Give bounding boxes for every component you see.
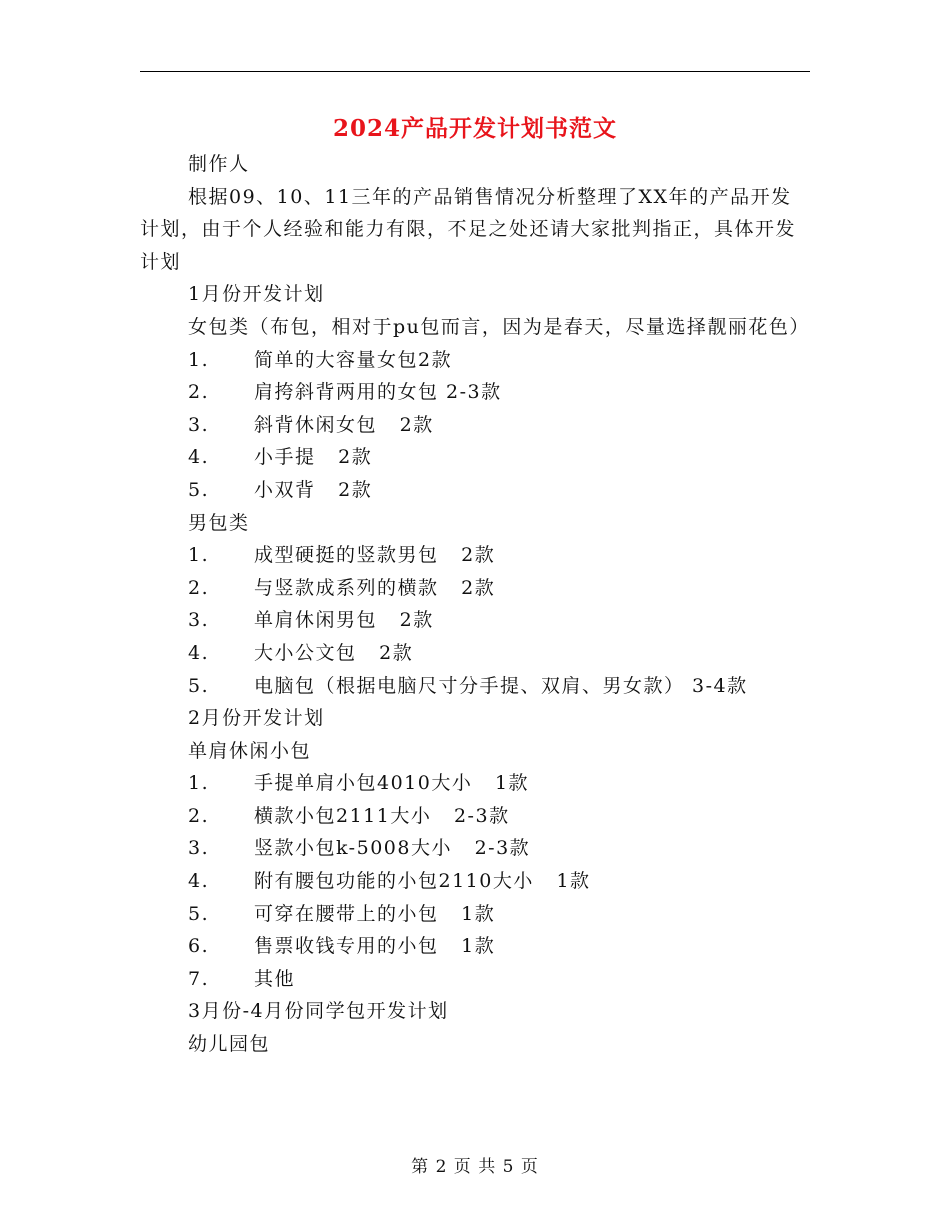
list-item-text: 竖款小包k-5008大小 2-3款	[254, 837, 531, 860]
list-item	[140, 409, 812, 442]
list-item-text: 手提单肩小包4010大小 1款	[254, 772, 530, 795]
list-item-number: 7.	[188, 967, 210, 990]
list-item-text: 可穿在腰带上的小包 1款	[254, 902, 496, 925]
list-item-text: 肩挎斜背两用的女包 2-3款	[254, 381, 502, 404]
list-item-text: 单肩休闲男包 2款	[254, 609, 434, 632]
men-bag-list	[140, 539, 812, 702]
list-item-text: 小手提 2款	[254, 446, 373, 469]
list-item-number: 3.	[188, 413, 210, 436]
list-item-number: 5.	[188, 478, 210, 501]
document-title: 2024产品开发计划书范文	[332, 115, 617, 142]
list-item	[140, 344, 812, 377]
list-item-number: 5.	[188, 674, 210, 697]
list-item	[140, 930, 812, 963]
list-item-text: 电脑包（根据电脑尺寸分手提、双肩、男女款） 3-4款	[254, 674, 748, 697]
list-item	[140, 441, 812, 474]
list-item-text: 与竖款成系列的横款 2款	[254, 576, 496, 599]
list-item	[140, 865, 812, 898]
page-number-footer: 第 2 页 共 5 页	[411, 1157, 539, 1177]
section-heading-marapr: 3月份-4月份同学包开发计划	[188, 1000, 449, 1023]
list-item-number: 2.	[188, 576, 210, 599]
list-item-text: 售票收钱专用的小包 1款	[254, 935, 496, 958]
list-item-number: 1.	[188, 544, 210, 567]
author-line: 制作人	[188, 153, 250, 175]
list-item-number: 4.	[188, 446, 210, 469]
list-item-number: 2.	[188, 804, 210, 827]
list-item-text: 大小公文包 2款	[254, 641, 414, 664]
list-item-text: 斜背休闲女包 2款	[254, 413, 434, 436]
list-item-number: 4.	[188, 641, 210, 664]
list-item-number: 3.	[188, 609, 210, 632]
list-item-number: 5.	[188, 902, 210, 925]
list-item	[140, 832, 812, 865]
section-heading-jan: 1月份开发计划	[188, 283, 325, 306]
list-item	[140, 604, 812, 637]
list-item	[140, 670, 812, 703]
list-item	[140, 800, 812, 833]
list-item-number: 2.	[188, 381, 210, 404]
list-item-text: 小双背 2款	[254, 478, 373, 501]
list-item	[140, 539, 812, 572]
document-body	[140, 148, 812, 1061]
list-item-number: 4.	[188, 870, 210, 893]
list-item-number: 1.	[188, 772, 210, 795]
list-item-number: 3.	[188, 837, 210, 860]
list-item-text: 成型硬挺的竖款男包 2款	[254, 544, 496, 567]
list-item	[140, 474, 812, 507]
list-item	[140, 767, 812, 800]
list-item-number: 6.	[188, 935, 210, 958]
category-kindergarten-bags: 幼儿园包	[188, 1033, 271, 1056]
category-women-bags: 女包类（布包，相对于pu包而言，因为是春天，尽量选择靓丽花色）	[188, 315, 810, 338]
shoulder-bag-list	[140, 767, 812, 995]
list-item-text: 简单的大容量女包2款	[254, 348, 453, 371]
category-shoulder-bags: 单肩休闲小包	[188, 739, 312, 762]
list-item	[140, 376, 812, 409]
women-bag-list	[140, 344, 812, 507]
list-item-text: 其他	[254, 967, 296, 990]
list-item	[140, 637, 812, 670]
list-item	[140, 963, 812, 996]
list-item	[140, 572, 812, 605]
list-item-text: 横款小包2111大小 2-3款	[254, 804, 510, 827]
header-rule	[140, 71, 810, 72]
list-item-number: 1.	[188, 348, 210, 371]
category-men-bags: 男包类	[188, 511, 250, 534]
list-item-text: 附有腰包功能的小包2110大小 1款	[254, 870, 591, 893]
list-item	[140, 898, 812, 931]
intro-paragraph: 根据09、10、11三年的产品销售情况分析整理了XX年的产品开发计划，由于个人经验和能力有限，不足之处还请大家批判指正，具体开发计划	[140, 185, 797, 273]
section-heading-feb: 2月份开发计划	[188, 707, 325, 730]
